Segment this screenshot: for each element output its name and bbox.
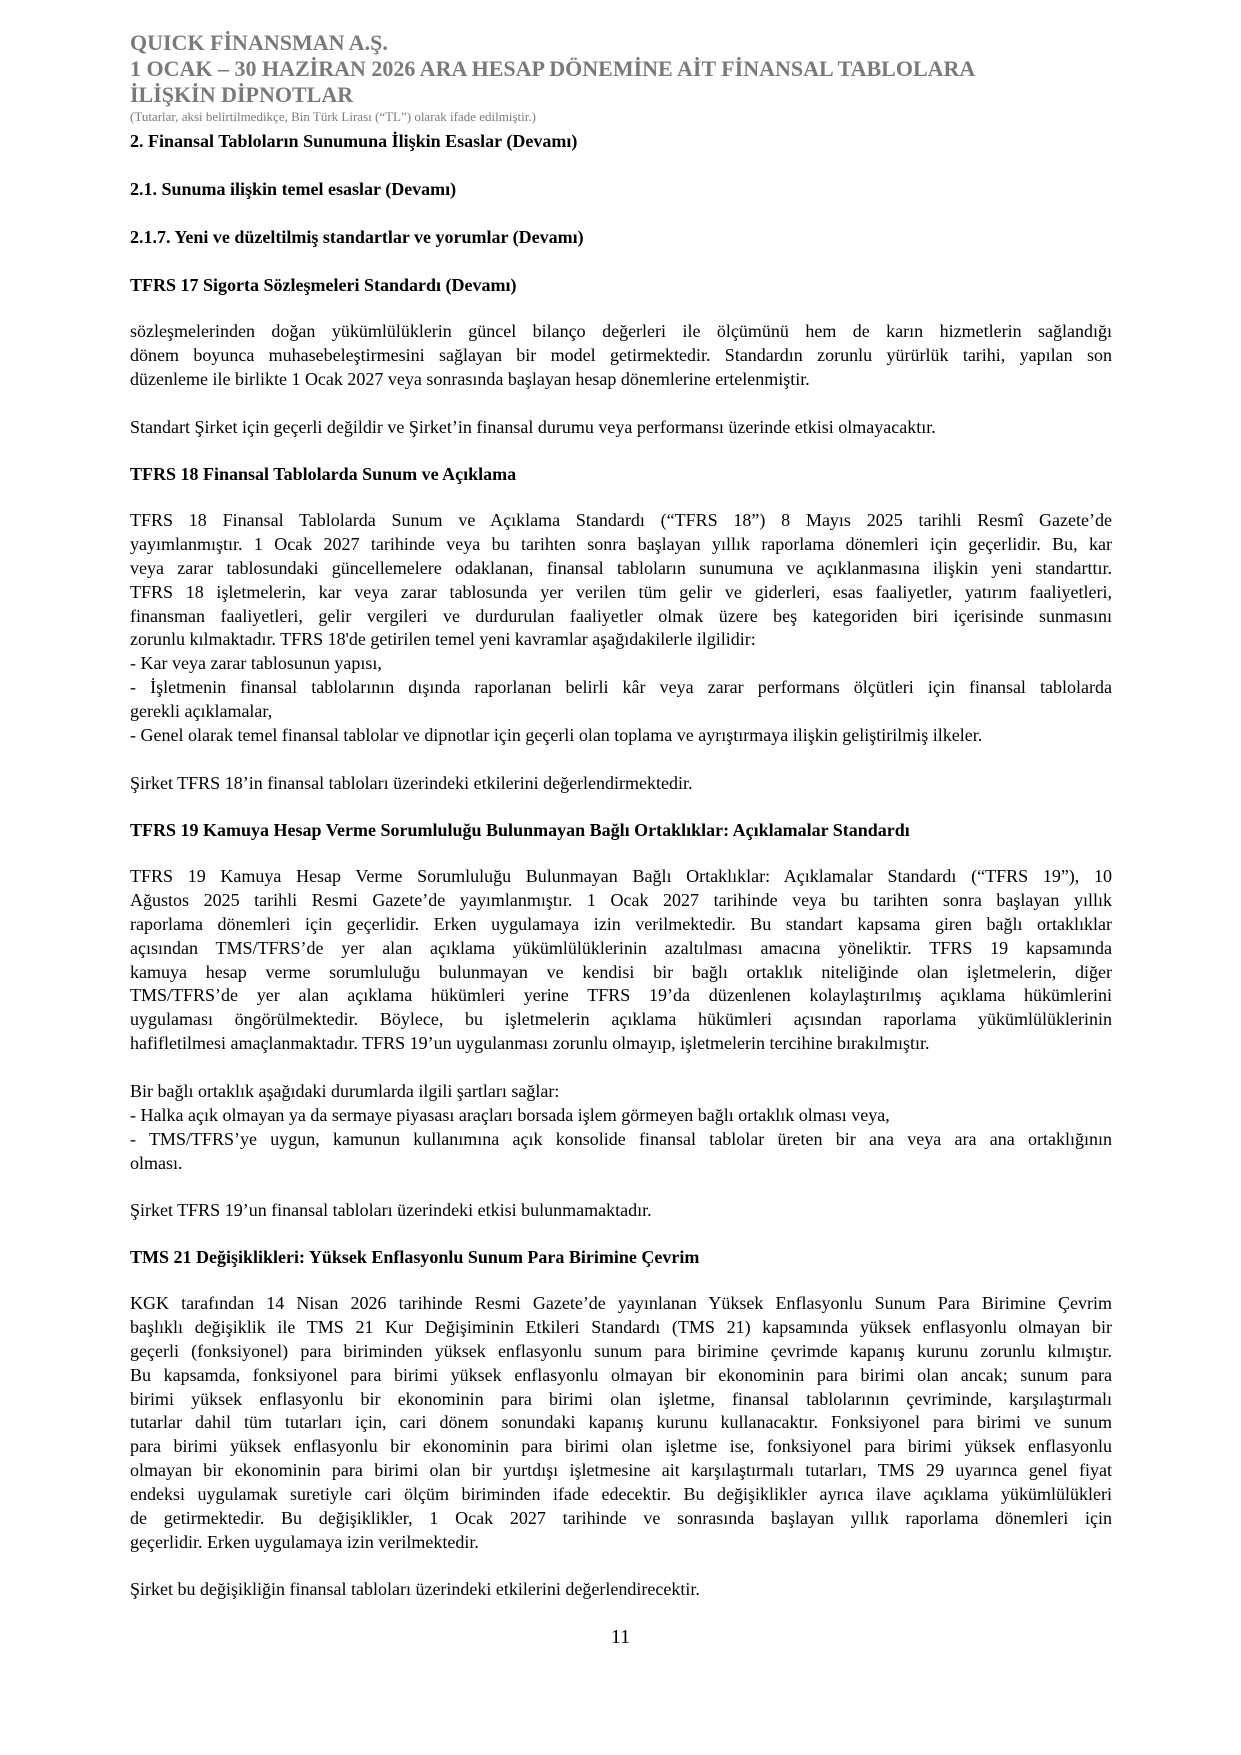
section-heading-2-1: 2.1. Sunuma ilişkin temel esaslar (Devamı) bbox=[130, 179, 457, 199]
text-line: - Halka açık olmayan ya da sermaye piyasası araçları borsada işlem görmeyen bağlı ortaklık olması veya, bbox=[130, 1104, 890, 1125]
text-line: olması. bbox=[130, 1152, 183, 1173]
section-heading-2-1-7: 2.1.7. Yeni ve düzeltilmiş standartlar ve yorumlar (Devamı) bbox=[130, 227, 584, 247]
paragraph-tfrs-18-impact bbox=[130, 772, 1112, 796]
text-line: düzenleme ile birlikte 1 Ocak 2027 veya sonrasında başlayan hesap dönemlerine ertelenmiştir. bbox=[130, 368, 810, 389]
text-line: - Genel olarak temel finansal tablolar ve dipnotlar için geçerli olan toplama ve ayrıştırmaya ilişkin geliştirilmiş ilkeler. bbox=[130, 725, 983, 746]
paragraph-tfrs-17-impact bbox=[130, 416, 1112, 440]
report-title-line-2: İLİŞKİN DİPNOTLAR bbox=[130, 82, 354, 107]
text-line: Şirket TFRS 19’un finansal tabloları üzerindeki etkisi bulunmamaktadır. bbox=[130, 1200, 652, 1220]
text-line: zorunlu kılmaktadır. TFRS 18'de getirilen temel yeni kavramlar aşağıdakilerle ilgilidir: bbox=[130, 629, 756, 650]
text-line: TMS/TFRS’de yer alan açıklama hükümleri yerine TFRS 19’da düzenlenen kolaylaştırılmış açıklama hükümlerini bbox=[130, 985, 1112, 1006]
text-line: raporlama dönemleri için geçerlidir. Erken uygulamaya izin verilmektedir. Bu standart kapsama giren bağlı ortaklıklar bbox=[130, 913, 1112, 934]
heading-tms-21: TMS 21 Değişiklikleri: Yüksek Enflasyonlu Sunum Para Birimine Çevrim bbox=[130, 1247, 700, 1267]
text-line: geçerlidir. Erken uygulamaya izin verilmektedir. bbox=[130, 1531, 479, 1552]
text-line: Bir bağlı ortaklık aşağıdaki durumlarda ilgili şartları sağlar: bbox=[130, 1081, 560, 1101]
text-line: TFRS 19 Kamuya Hesap Verme Sorumluluğu Bulunmayan Bağlı Ortaklıklar: Açıklamalar Standardı (“TFRS 19”), 10 bbox=[130, 866, 1112, 886]
heading-tfrs-19: TFRS 19 Kamuya Hesap Verme Sorumluluğu Bulunmayan Bağlı Ortaklıklar: Açıklamalar Standardı bbox=[130, 820, 910, 840]
text-line: dönem boyunca muhasebeleştirmesini sağlayan bir model getirmektedir. Standardın zorunlu yürürlük tarihi, yapılan son bbox=[130, 344, 1112, 365]
text-line: KGK tarafından 14 Nisan 2026 tarihinde Resmi Gazete’de yayınlanan Yüksek Enflasyonlu Sunum Para Birimine Çevrim bbox=[130, 1293, 1112, 1313]
text-line: finansman faaliyetleri, gelir vergileri ve durdurulan faaliyetler olmak üzere beş kategoriden biri içerisinde sunmasını bbox=[130, 605, 1112, 626]
paragraph-tfrs-19-impact bbox=[130, 1199, 1112, 1223]
text-line: - İşletmenin finansal tablolarının dışında raporlanan belirli kâr veya zarar performans ölçütleri için finansal tablolarda bbox=[130, 677, 1112, 698]
text-line: Standart Şirket için geçerli değildir ve Şirket’in finansal durumu veya performansı üzerinde etkisi olmayacaktır. bbox=[130, 417, 936, 437]
text-line: tutarlar dahil tüm tutarları için, cari dönem sonundaki kapanış kurunu kullanacaktır. Fonksiyonel para birimi ve sunum bbox=[130, 1412, 1112, 1433]
text-line: sözleşmelerinden doğan yükümlülüklerin güncel bilanço değerleri ile ölçümünü hem de karın hizmetlerin sağlandığı bbox=[130, 321, 1112, 341]
paragraph-tfrs-17-continued bbox=[130, 320, 1112, 392]
text-line: başlıklı değişiklik ile TMS 21 Kur Değişiminin Etkileri Standardı (TMS 21) kapsamında yüksek enflasyonlu olmayan bir bbox=[130, 1316, 1112, 1337]
text-line: Ağustos 2025 tarihli Resmi Gazete’de yayımlanmıştır. 1 Ocak 2027 tarihinde veya bu tarihten sonra başlayan yıllık bbox=[130, 889, 1112, 910]
heading-tfrs-17: TFRS 17 Sigorta Sözleşmeleri Standardı (Devamı) bbox=[130, 275, 517, 295]
company-name: QUICK FİNANSMAN A.Ş. bbox=[130, 30, 388, 55]
text-line: uygulaması öngörülmektedir. Böylece, bu işletmelerin açıklama hükümleri açısından raporlama yükümlülüklerinin bbox=[130, 1009, 1112, 1030]
text-line: birimi yüksek enflasyonlu bir ekonominin para birimi olan işletme, finansal tablolarının çevriminde, karşılaştırmalı bbox=[130, 1388, 1112, 1409]
text-line: olmayan bir ekonominin para birimi olan bir yurtdışı işletmesine ait karşılaştırmalı tutarları, TMS 29 uyarınca genel fiyat bbox=[130, 1460, 1112, 1481]
text-line: endeksi uygulamak suretiyle cari ölçüm biriminden ifade edecektir. Bu değişiklikler ayrıca ilave açıklama yükümlülükleri bbox=[130, 1484, 1112, 1505]
text-line: Şirket bu değişikliğin finansal tabloları üzerindeki etkilerini değerlendirecektir. bbox=[130, 1579, 700, 1599]
text-line: - Kar veya zarar tablosunun yapısı, bbox=[130, 653, 382, 674]
text-line: yayımlanmıştır. 1 Ocak 2027 tarihinde veya bu tarihten sonra başlayan yıllık raporlama dönemleri için geçerlidir. Bu, kar bbox=[130, 533, 1112, 554]
paragraph-tfrs-19 bbox=[130, 865, 1112, 1056]
text-line: kamuya hesap verme sorumluluğu bulunmayan ve kendisi bir bağlı ortaklık niteliğinde olan işletmelerin, diğer bbox=[130, 961, 1112, 982]
section-heading-2: 2. Finansal Tabloların Sunumuna İlişkin Esaslar (Devamı) bbox=[130, 131, 578, 151]
text-line: de getirmektedir. Bu değişiklikler, 1 Ocak 2027 tarihinde ve sonrasında başlayan yıllık raporlama dönemleri için bbox=[130, 1508, 1112, 1529]
paragraph-tms-21-impact bbox=[130, 1578, 1112, 1602]
heading-tfrs-18: TFRS 18 Finansal Tablolarda Sunum ve Açıklama bbox=[130, 464, 517, 484]
paragraph-tms-21 bbox=[130, 1292, 1112, 1555]
text-line: para birimi yüksek enflasyonlu bir ekonominin para birimi olan işletme ise, fonksiyonel para birimi yüksek enflasyonlu bbox=[130, 1436, 1112, 1457]
text-line: hafifletilmesi amaçlanmaktadır. TFRS 19’un uygulanması zorunlu olmayıp, işletmelerin tercihine bırakılmıştır. bbox=[130, 1033, 930, 1054]
text-line: TFRS 18 Finansal Tablolarda Sunum ve Açıklama Standardı (“TFRS 18”) 8 Mayıs 2025 tarihli Resmî Gazete’de bbox=[130, 510, 1112, 530]
text-line: - TMS/TFRS’ye uygun, kamunun kullanımına açık konsolide finansal tablolar üreten bir ana veya ara ana ortaklığının bbox=[130, 1128, 1112, 1149]
text-line: Şirket TFRS 18’in finansal tabloları üzerindeki etkilerini değerlendirmektedir. bbox=[130, 773, 693, 793]
text-line: gerekli açıklamalar, bbox=[130, 701, 273, 722]
text-line: TFRS 18 işletmelerin, kar veya zarar tablosunda yer verilen tüm gelir ve giderleri, esas faaliyetler, yatırım faaliyetleri, bbox=[130, 581, 1112, 602]
paragraph-tfrs-18 bbox=[130, 509, 1112, 748]
text-line: geçerli (fonksiyonel) para biriminden yüksek enflasyonlu sunum para birimine çevrimde kapanış kurunu zorunlu kılmıştır. bbox=[130, 1340, 1112, 1361]
page-number: 11 bbox=[610, 1626, 631, 1648]
text-line: açısından TMS/TFRS’de yer alan açıklama yükümlülüklerinin azaltılması amacına yöneliktir. TFRS 19 kapsamında bbox=[130, 937, 1112, 958]
paragraph-tfrs-19-conditions bbox=[130, 1080, 1112, 1176]
text-line: veya zarar tablosundaki güncellemelere odaklanan, finansal tabloların sunumuna ve açıklanmasına ilişkin yeni standarttır. bbox=[130, 557, 1112, 578]
currency-note: (Tutarlar, aksi belirtilmedikçe, Bin Türk Lirası (“TL”) olarak ifade edilmiştir.) bbox=[130, 109, 536, 124]
text-line: Bu kapsamda, fonksiyonel para birimi yüksek enflasyonlu olmayan bir ekonominin para birimi olan ancak; sunum para bbox=[130, 1364, 1112, 1385]
report-title-line-1: 1 OCAK – 30 HAZİRAN 2026 ARA HESAP DÖNEMİNE AİT FİNANSAL TABLOLARA bbox=[130, 56, 976, 81]
